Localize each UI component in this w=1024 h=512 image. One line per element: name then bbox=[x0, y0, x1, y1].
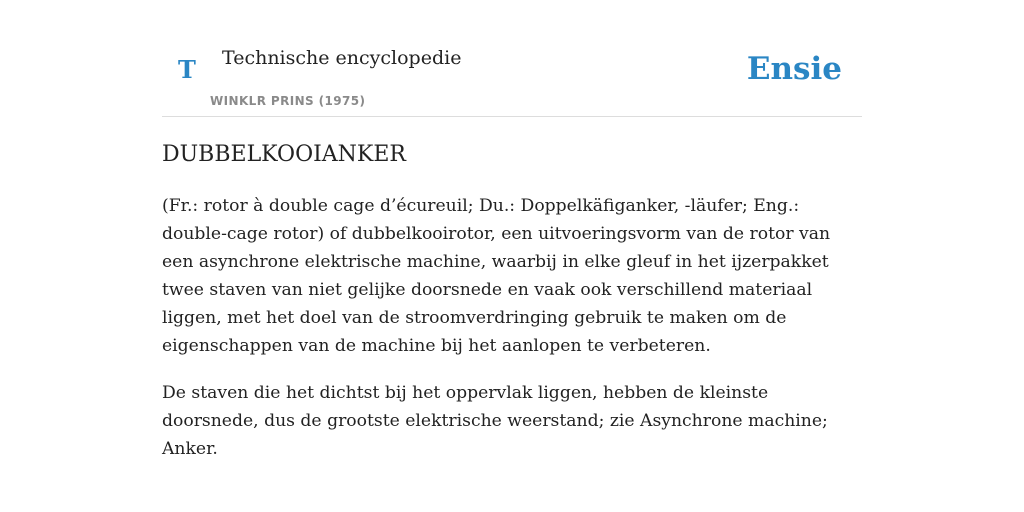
page-container bbox=[162, 0, 862, 459]
entry-title: DUBBELKOOIANKER bbox=[162, 142, 406, 167]
link-separator: ; bbox=[822, 411, 828, 431]
paragraph-1: (Fr.: rotor à double cage d’écureuil; Du.: Doppelkäfiganker, -läufer; Eng.: double-cage rotor) of dubbelkooirotor, een uitvoeringsvorm van de rotor van een asynchrone elektrische machine, waarbij in elke gleuf in het ijzerpakket twee staven van niet gelijke doorsnede en vaak ook verschillend materiaal liggen, met het doel van de stroomverdringing gebruik te maken om de eigenschappen van de machine bij het aanlopen te verbeteren. bbox=[162, 196, 831, 356]
entry-body bbox=[162, 192, 862, 482]
encyclopedia-logo-icon[interactable]: T bbox=[178, 55, 196, 84]
site-header bbox=[162, 0, 862, 117]
edition-label: WINKLR PRINS (1975) bbox=[210, 94, 366, 108]
encyclopedia-title[interactable]: Technische encyclopedie bbox=[222, 47, 462, 69]
link-anker[interactable]: Anker bbox=[162, 439, 213, 459]
paragraph-2 bbox=[162, 379, 862, 463]
brand-logo[interactable]: Ensie bbox=[746, 51, 842, 87]
paragraph-2-text: De staven die het dichtst bij het oppervlak liggen, hebben de kleinste doorsnede, dus de grootste elektrische weerstand; zie bbox=[162, 383, 769, 431]
paragraph-2-end: . bbox=[212, 439, 218, 459]
link-asynchrone-machine[interactable]: Asynchrone machine bbox=[640, 411, 823, 431]
